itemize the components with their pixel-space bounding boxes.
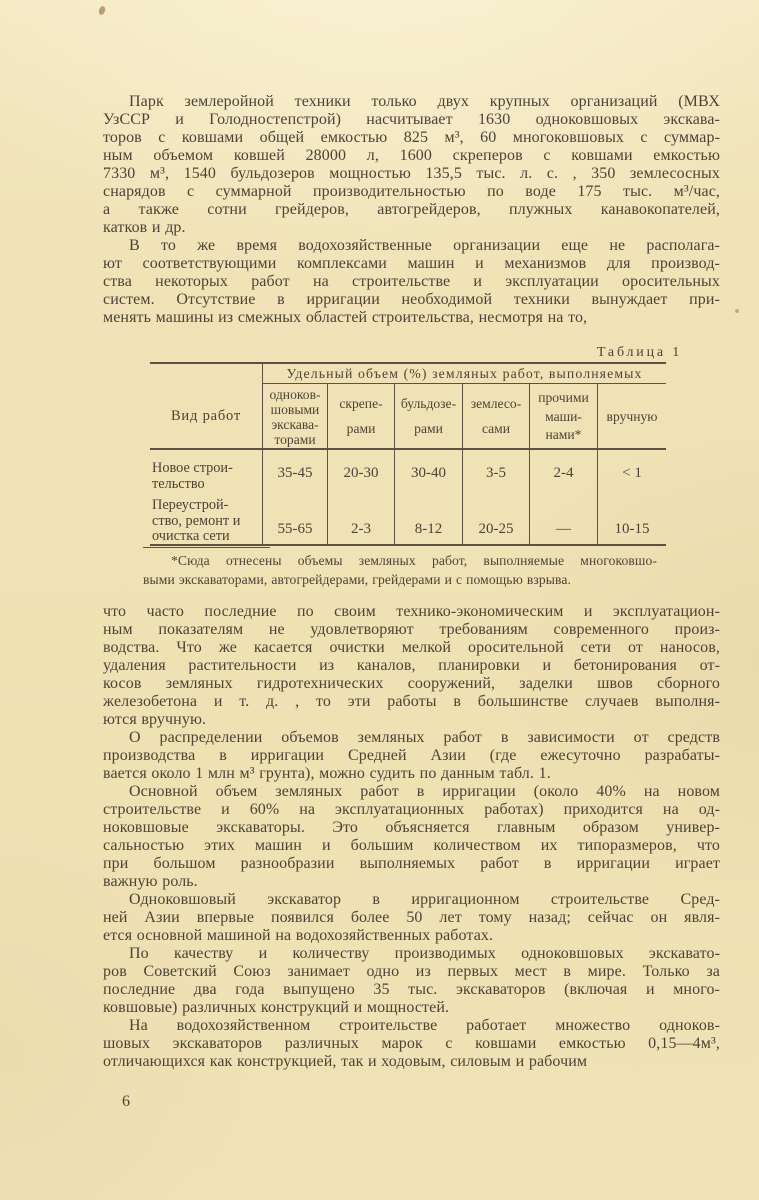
text-line: менять машины из смежных областей строительства, несмотря на то, xyxy=(103,309,588,326)
paragraph xyxy=(103,891,720,945)
text-line: Основной объем земляных работ в ирригации (около 40% на новом xyxy=(129,783,720,800)
text-line: удаления растительности из каналов, планировки и бетонирования от- xyxy=(103,657,720,674)
paragraph xyxy=(143,552,657,589)
column-header-line: прочими xyxy=(538,390,589,406)
column-header-line: экскава- xyxy=(271,417,319,432)
text-line: вается около 1 млн м³ грунта), можно судить по данным табл. 1. xyxy=(103,765,551,782)
text-line: ются вручную. xyxy=(103,711,207,728)
text-line: ров Советский Союз занимает одно из первых мест в мире. Только за xyxy=(103,963,720,980)
table-cell: 55-65 xyxy=(263,497,328,544)
row-label-line: Новое строи- xyxy=(152,460,233,476)
text-line: выми экскаваторами, автогрейдерами, грейдерами и с помощью взрыва. xyxy=(143,571,571,587)
text-line: а также сотни грейдеров, автогрейдеров, плужных канавокопателей, xyxy=(103,201,720,218)
paragraph xyxy=(103,603,720,729)
table-row-label xyxy=(150,497,263,544)
text-line: снарядов с суммарной производительностью по воде 175 тыс. м³/час, xyxy=(103,183,720,200)
earthworks-volume-table xyxy=(150,362,666,546)
text-line: ется основной машиной на водохозяйственных работах. xyxy=(103,927,494,944)
text-line: что часто последние по своим технико-экономическим и эксплуатацион- xyxy=(103,603,720,620)
column-header-line: маши- xyxy=(545,408,582,424)
text-line: сальностью этих машин и большим количеством их типоразмеров, что xyxy=(103,837,720,854)
table-cell: 20-25 xyxy=(463,497,530,544)
text-line: *Сюда отнесены объемы земляных работ, выполняемые многоковшо- xyxy=(171,553,657,568)
text-line: торов с ковшами общей емкостью 825 м³, 60 многоковшовых с суммар- xyxy=(103,129,720,146)
table-caption xyxy=(103,343,720,361)
column-header-line: скрепе- xyxy=(339,396,383,412)
text-line: систем. Отсутствие в ирригации необходимой техники вынуждает при- xyxy=(103,291,720,308)
table-cell: < 1 xyxy=(622,465,642,481)
text-line: при большом разнообразии выполняемых работ в ирригации играет xyxy=(103,855,720,872)
text-line: О распределении объемов земляных работ в зависимости от средств xyxy=(129,729,720,746)
text-line: отличающихся как конструкцией, так и ходовым, силовым и рабочим xyxy=(103,1053,588,1070)
paragraph xyxy=(103,93,720,237)
table-group-header: Удельный объем (%) земляных работ, выполняемых xyxy=(263,364,666,384)
table-column-header xyxy=(598,384,666,450)
table-cell: 2-3 xyxy=(328,497,395,544)
row-label-line: очистка сети xyxy=(152,528,230,545)
paragraph xyxy=(103,783,720,891)
column-header-line: вручную xyxy=(606,408,658,424)
column-header-line: нами* xyxy=(545,426,582,442)
table-column-header xyxy=(263,384,328,450)
text-line: катков и др. xyxy=(103,219,186,236)
paper-speck xyxy=(98,5,106,15)
table-cell: — xyxy=(530,497,598,544)
row-label-line: тельство xyxy=(152,475,205,492)
table-caption-label: Таблица 1 xyxy=(596,345,682,360)
table-corner-cell xyxy=(150,364,263,384)
paragraph xyxy=(103,729,720,783)
text-line: Одноковшовый экскаватор в ирригационном строительстве Сред- xyxy=(129,891,720,908)
table-cell: 2-4 xyxy=(530,450,598,497)
text-line: последние два года выпущено 35 тыс. экскаваторов (включая и много- xyxy=(103,981,720,998)
body-text-lower xyxy=(103,603,720,1071)
paragraph xyxy=(103,1017,720,1071)
text-line: По качеству и количеству производимых одноковшовых экскавато- xyxy=(129,945,720,962)
text-line: важную роль. xyxy=(103,873,198,890)
text-line: ковшовые) различных конструкций и мощностей. xyxy=(103,999,450,1016)
column-header-line: рами xyxy=(414,420,443,436)
text-line: железобетона и т. д. , то эти работы в большинстве случаев выполня- xyxy=(103,693,720,710)
table-header-vid-rabot: Вид работ xyxy=(150,384,263,450)
text-line: 7330 м³, 1540 бульдозеров мощностью 135,5 тыс. л. с. , 350 землесосных xyxy=(103,165,720,182)
text-line: ным показателям не удовлетворяют требованиям современного произ- xyxy=(103,621,720,638)
paragraph xyxy=(103,945,720,1017)
paper-speck xyxy=(735,309,739,313)
column-header-line: бульдозе- xyxy=(400,396,457,412)
paragraph xyxy=(103,237,720,327)
text-line: Парк землеройной техники только двух крупных организаций (МВХ xyxy=(129,93,720,110)
table-column-header xyxy=(463,384,530,450)
column-header-line: одноков- xyxy=(269,387,321,402)
row-label-line: Переустрой- xyxy=(152,497,229,513)
column-header-line: сами xyxy=(481,420,511,436)
table-cell: 35-45 xyxy=(263,450,328,497)
footnote-text xyxy=(143,552,657,589)
column-header-line: торами xyxy=(274,432,316,447)
page-number: 6 xyxy=(122,1093,130,1110)
text-line: УзССР и Голодностепстрой) насчитывает 1630 одноковшовых экскава- xyxy=(103,111,720,128)
table-column-header xyxy=(328,384,395,450)
text-line: косов земляных гидротехнических сооружений, заделки швов сборного xyxy=(103,675,720,692)
text-line: В то же время водохозяйственные организации еще не располага- xyxy=(129,237,720,254)
text-line: строительстве и 60% на эксплуатационных работах) приходится на од- xyxy=(103,801,720,818)
table-cell: 30-40 xyxy=(395,450,463,497)
text-line: ным объемом ковшей 28000 л, 1600 скреперов с ковшами емкостью xyxy=(103,147,720,164)
body-text-upper xyxy=(103,93,720,327)
column-header-line: рами xyxy=(346,420,376,436)
table-cell: 8-12 xyxy=(395,497,463,544)
text-line: ют соответствующими комплексами машин и механизмов для производ- xyxy=(103,255,720,272)
table-column-header xyxy=(395,384,463,450)
column-header-line: шовыми xyxy=(270,402,320,417)
text-line: водства. Что же касается очистки мелкой оросительной сети от наносов, xyxy=(103,639,720,656)
table-footnote xyxy=(143,547,657,589)
table-row-label xyxy=(150,450,263,497)
text-line: На водохозяйственном строительстве работает множество одноков- xyxy=(129,1017,720,1034)
text-line: производства в ирригации Средней Азии (где ежесуточно разрабаты- xyxy=(103,747,720,764)
table-cell: 10-15 xyxy=(614,521,650,537)
row-label-line: ство, ремонт и xyxy=(152,512,241,529)
text-line: ства некоторых работ на строительстве и эксплуатации оросительных xyxy=(103,273,720,290)
column-header-line: землесо- xyxy=(470,396,522,412)
text-line: шовых экскаваторов различных марок с ковшами емкостью 0,15—4м³, xyxy=(103,1035,720,1052)
table-cell: 3-5 xyxy=(463,450,530,497)
table-column-header xyxy=(530,384,598,450)
text-line: ноковшовые экскаваторы. Это объясняется главным образом универ- xyxy=(103,819,720,836)
footnote-separator xyxy=(143,547,270,548)
table-cell: 20-30 xyxy=(328,450,395,497)
text-line: ней Азии впервые появился более 50 лет тому назад; сейчас он явля- xyxy=(103,909,720,926)
